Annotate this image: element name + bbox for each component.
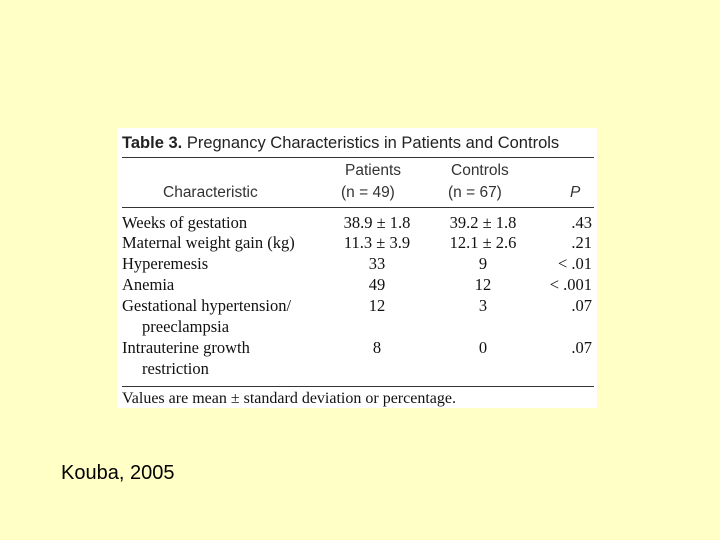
cell-controls: 9 xyxy=(478,254,488,273)
table-row xyxy=(122,338,594,379)
cell-characteristic: Gestational hypertension/ xyxy=(122,296,292,315)
table-row xyxy=(122,254,594,274)
table-image xyxy=(117,128,597,408)
table-footnote: Values are mean ± standard deviation or percentage. xyxy=(122,390,456,407)
cell-controls: 0 xyxy=(478,338,488,357)
cell-p-value: .07 xyxy=(571,338,592,357)
cell-p-value: < .01 xyxy=(557,254,592,273)
header-controls: Controls xyxy=(451,162,509,179)
cell-characteristic: Weeks of gestation xyxy=(122,213,248,232)
header-controls-n: (n = 67) xyxy=(448,184,502,201)
cell-controls: 12 xyxy=(474,275,492,294)
cell-characteristic: Anemia xyxy=(122,275,175,294)
cell-p-value: .43 xyxy=(571,213,592,232)
header-patients: Patients xyxy=(345,162,402,179)
cell-p-value: .07 xyxy=(571,296,592,315)
table-body xyxy=(122,208,594,387)
cell-controls: 39.2 ± 1.8 xyxy=(449,213,517,232)
cell-patients: 49 xyxy=(368,275,386,294)
cell-patients: 8 xyxy=(372,338,382,357)
cell-characteristic: Maternal weight gain (kg) xyxy=(122,233,295,252)
cell-p-value: < .001 xyxy=(549,275,592,294)
cell-p-value: .21 xyxy=(571,233,592,252)
cell-characteristic-continued: restriction xyxy=(142,359,209,378)
cell-characteristic: Hyperemesis xyxy=(122,254,209,273)
table-title-text: Pregnancy Characteristics in Patients and Controls xyxy=(186,134,560,152)
table-row xyxy=(122,233,594,253)
cell-patients: 33 xyxy=(368,254,386,273)
header-p-value: P xyxy=(570,184,581,201)
header-patients-n: (n = 49) xyxy=(341,184,395,201)
cell-controls: 3 xyxy=(478,296,488,315)
table-header xyxy=(122,158,594,208)
header-characteristic: Characteristic xyxy=(163,184,258,201)
cell-patients: 11.3 ± 3.9 xyxy=(343,233,411,252)
citation: Kouba, 2005 xyxy=(61,462,175,484)
table-row xyxy=(122,213,594,233)
cell-patients: 38.9 ± 1.8 xyxy=(343,213,411,232)
table-title xyxy=(122,130,594,158)
table-label: Table 3. xyxy=(122,134,183,152)
cell-patients: 12 xyxy=(368,296,386,315)
table-row xyxy=(122,275,594,295)
cell-characteristic: Intrauterine growth xyxy=(122,338,250,357)
table-row xyxy=(122,296,594,337)
cell-characteristic-continued: preeclampsia xyxy=(142,317,230,336)
cell-controls: 12.1 ± 2.6 xyxy=(449,233,517,252)
